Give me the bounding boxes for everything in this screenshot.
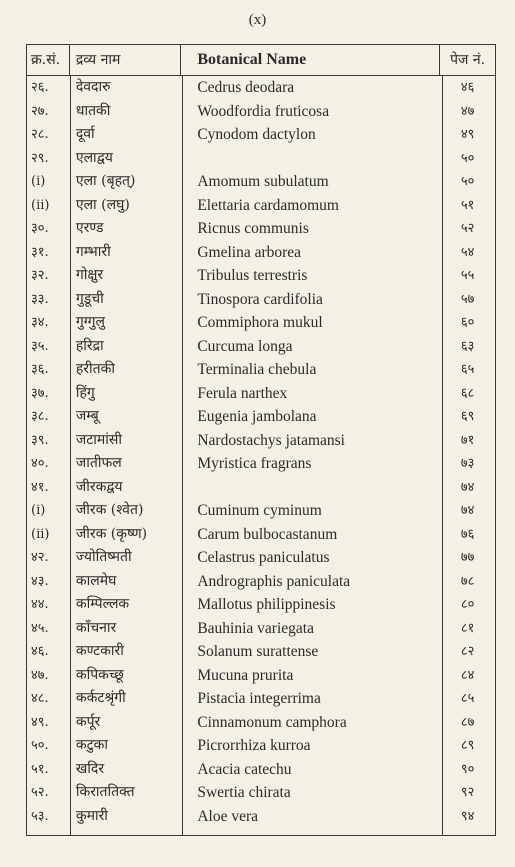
row-dravya-name: काँचनार [75, 619, 117, 636]
row-botanical-name: Carum bulbocastanum [197, 525, 338, 543]
table-row [27, 288, 495, 312]
row-page-number: ९२ [460, 785, 475, 800]
row-serial-number: २८. [31, 127, 49, 142]
row-botanical-name: Elettaria cardamomum [197, 196, 339, 214]
row-serial-number: २७. [31, 103, 49, 119]
table-row [27, 664, 495, 688]
row-botanical-name: Ricnus communis [197, 220, 309, 237]
table-row [27, 76, 495, 100]
row-page-number: ७७ [460, 550, 475, 565]
row-serial-number: ४४. [31, 597, 49, 612]
table-row [27, 687, 495, 711]
row-serial-number: ३२. [31, 268, 49, 283]
row-botanical-name: Swertia chirata [197, 784, 291, 801]
row-botanical-name: Amomum subulatum [197, 173, 329, 190]
row-dravya-name: जातीफल [75, 455, 122, 471]
row-serial-number: ३५. [31, 338, 49, 354]
table-row [27, 734, 495, 758]
table-row [27, 382, 495, 406]
row-dravya-name: हिंगु [75, 384, 95, 401]
column-divider [182, 76, 183, 835]
table-row [27, 147, 495, 171]
row-serial-number: ३८. [31, 409, 49, 424]
table-row [27, 546, 495, 570]
row-serial-number: ४२. [31, 550, 49, 565]
row-botanical-name: Mucuna prurita [197, 666, 294, 684]
row-dravya-name: कर्पूर [75, 713, 101, 730]
row-botanical-name: Cedrus deodara [197, 79, 295, 96]
row-page-number: ५५ [460, 268, 475, 283]
row-dravya-name: कटुका [75, 737, 109, 753]
row-serial-number: ५१. [31, 761, 49, 777]
row-dravya-name: गुडूची [75, 290, 104, 307]
row-dravya-name: खदिर [75, 760, 105, 777]
row-page-number: ८५ [460, 691, 475, 706]
row-botanical-name: Commiphora mukul [197, 314, 323, 331]
row-serial-number: ३०. [31, 221, 49, 236]
table-row [27, 593, 495, 617]
row-page-number: ५० [460, 150, 475, 166]
row-botanical-name: Nardostachys jatamansi [197, 431, 345, 449]
row-dravya-name: कम्पिल्लक [75, 596, 130, 612]
row-page-number: ५१ [460, 197, 475, 213]
row-serial-number: (i) [31, 174, 46, 189]
table-row [27, 170, 495, 194]
row-dravya-name: एला (लघु) [75, 196, 130, 213]
row-botanical-name: Ferula narthex [197, 384, 288, 402]
row-page-number: ८० [460, 597, 475, 612]
row-serial-number: २९. [31, 150, 49, 166]
row-serial-number: ३१. [31, 244, 49, 260]
table-row [27, 523, 495, 547]
row-serial-number: ४०. [31, 456, 49, 471]
row-dravya-name: हरिद्रा [75, 337, 104, 354]
table-row [27, 805, 495, 829]
row-dravya-name: कुमारी [75, 807, 108, 824]
table-row [27, 358, 495, 382]
table-row [27, 264, 495, 288]
row-serial-number: ५२. [31, 785, 49, 800]
row-botanical-name [181, 476, 440, 500]
row-page-number: ६८ [460, 385, 475, 401]
row-botanical-name: Picrorrhiza kurroa [197, 737, 311, 754]
row-botanical-name: Cuminum cyminum [197, 502, 322, 519]
row-serial-number: २६. [31, 80, 49, 95]
row-serial-number: ३६. [31, 362, 49, 377]
table-row [27, 476, 495, 500]
row-dravya-name: जीरक (कृष्ण) [75, 525, 148, 542]
row-page-number: ४७ [460, 103, 475, 119]
table-row [27, 123, 495, 147]
header-page-number: पेज नं. [450, 52, 486, 68]
row-botanical-name: Woodfordia fruticosa [197, 102, 330, 120]
table-row [27, 335, 495, 359]
row-page-number: ९० [460, 761, 475, 777]
column-divider [442, 76, 443, 835]
table-row [27, 311, 495, 335]
table-row [27, 711, 495, 735]
header-botanical-name: Botanical Name [181, 45, 440, 75]
row-dravya-name: जीरक (श्वेत) [75, 502, 144, 518]
row-page-number: ५७ [460, 291, 475, 307]
row-botanical-name: Cinnamonum camphora [197, 713, 347, 731]
row-botanical-name: Eugenia jambolana [197, 408, 317, 425]
row-page-number: ६३ [460, 338, 475, 354]
row-page-number: ५० [460, 174, 475, 189]
row-serial-number: ५०. [31, 738, 49, 753]
row-page-number: ४९ [460, 127, 475, 142]
table-row [27, 429, 495, 453]
row-page-number: ४६ [460, 80, 475, 95]
row-page-number: ७३ [460, 456, 475, 471]
row-page-number: ५२ [460, 221, 475, 236]
row-botanical-name: Tribulus terrestris [197, 267, 308, 284]
row-page-number: ७४ [460, 479, 475, 495]
row-botanical-name: Cynodom dactylon [197, 126, 316, 143]
row-serial-number: ३४. [31, 315, 49, 330]
row-page-number: ८१ [460, 620, 475, 636]
row-page-number: ८७ [460, 714, 475, 730]
row-serial-number: ४३. [31, 573, 49, 589]
row-dravya-name: कालमेघ [75, 572, 117, 589]
row-serial-number: (ii) [31, 197, 50, 213]
row-page-number: ७१ [460, 432, 475, 448]
row-dravya-name: गुग्गुलु [75, 314, 106, 330]
header-serial-number: क्र.सं. [27, 45, 70, 75]
row-serial-number: ४६. [31, 644, 49, 659]
row-botanical-name [181, 147, 440, 171]
table-row [27, 781, 495, 805]
table-row [27, 194, 495, 218]
header-dravya-name: द्रव्य नाम [70, 45, 182, 75]
table-row [27, 640, 495, 664]
row-botanical-name: Tinospora cardifolia [197, 290, 323, 308]
row-serial-number: ४९. [31, 714, 49, 730]
row-botanical-name: Mallotus philippinesis [197, 596, 336, 613]
row-dravya-name: एरण्ड [75, 220, 104, 236]
row-page-number: ८९ [460, 738, 475, 753]
row-dravya-name: जटामांसी [75, 431, 122, 448]
table-row [27, 405, 495, 429]
row-botanical-name: Myristica fragrans [197, 455, 312, 472]
table-row [27, 617, 495, 641]
row-serial-number: ४५. [31, 620, 49, 636]
row-page-number: ७८ [460, 573, 475, 589]
table-row [27, 100, 495, 124]
row-serial-number: ४१. [31, 479, 49, 495]
row-botanical-name: Celastrus paniculatus [197, 549, 330, 566]
row-serial-number: ४८. [31, 691, 49, 706]
row-page-number: ५४ [460, 244, 475, 260]
row-dravya-name: एला (बृहत्) [75, 173, 136, 189]
row-dravya-name: धातकी [75, 102, 111, 119]
row-page-number: ६९ [460, 409, 475, 424]
row-serial-number: ३३. [31, 291, 49, 307]
row-page-number: ७४ [460, 503, 475, 518]
table-row [27, 570, 495, 594]
row-serial-number: ३९. [31, 432, 49, 448]
row-botanical-name: Bauhinia variegata [197, 619, 314, 637]
table-row [27, 241, 495, 265]
row-dravya-name: कर्कटश्रृंगी [75, 690, 126, 706]
row-serial-number: ५३. [31, 808, 49, 824]
row-dravya-name: गोक्षुर [75, 267, 104, 283]
table-row [27, 217, 495, 241]
row-botanical-name: Terminalia chebula [197, 361, 317, 378]
row-botanical-name: Gmelina arborea [197, 243, 302, 261]
table-header [27, 45, 495, 76]
row-page-number: ८४ [460, 667, 475, 683]
row-dravya-name: हरीतकी [75, 361, 115, 377]
page-number: (x) [248, 12, 267, 28]
row-serial-number: (ii) [31, 526, 50, 542]
row-dravya-name: कण्टकारी [75, 643, 124, 659]
row-botanical-name: Acacia catechu [197, 760, 292, 778]
row-dravya-name: जीरकद्वय [75, 478, 123, 495]
row-botanical-name: Solanum surattense [197, 643, 319, 660]
row-botanical-name: Curcuma longa [197, 337, 293, 355]
row-page-number: ८२ [460, 644, 475, 659]
row-botanical-name: Aloe vera [197, 807, 259, 825]
row-botanical-name: Andrographis paniculata [197, 572, 351, 590]
table-body [27, 76, 495, 835]
row-dravya-name: किराततिक्त [75, 784, 135, 800]
index-table [26, 44, 496, 836]
table-row [27, 758, 495, 782]
table-row [27, 452, 495, 476]
row-page-number: ७६ [460, 526, 475, 542]
column-divider [70, 76, 71, 835]
row-botanical-name: Pistacia integerrima [197, 690, 321, 707]
row-dravya-name: कपिकच्छू [75, 666, 124, 683]
row-dravya-name: जम्बू [75, 408, 99, 424]
row-page-number: ९४ [460, 808, 475, 824]
row-dravya-name: दूर्वा [75, 126, 95, 142]
row-dravya-name: देवदारु [75, 79, 111, 95]
row-serial-number: (i) [31, 503, 46, 518]
row-dravya-name: एलाद्वय [75, 149, 113, 166]
row-dravya-name: गम्भारी [75, 243, 111, 260]
row-dravya-name: ज्योतिष्मती [75, 549, 132, 565]
row-serial-number: ३७. [31, 385, 49, 401]
table-row [27, 499, 495, 523]
row-page-number: ६० [460, 315, 475, 330]
row-page-number: ६५ [460, 362, 475, 377]
row-serial-number: ४७. [31, 667, 49, 683]
